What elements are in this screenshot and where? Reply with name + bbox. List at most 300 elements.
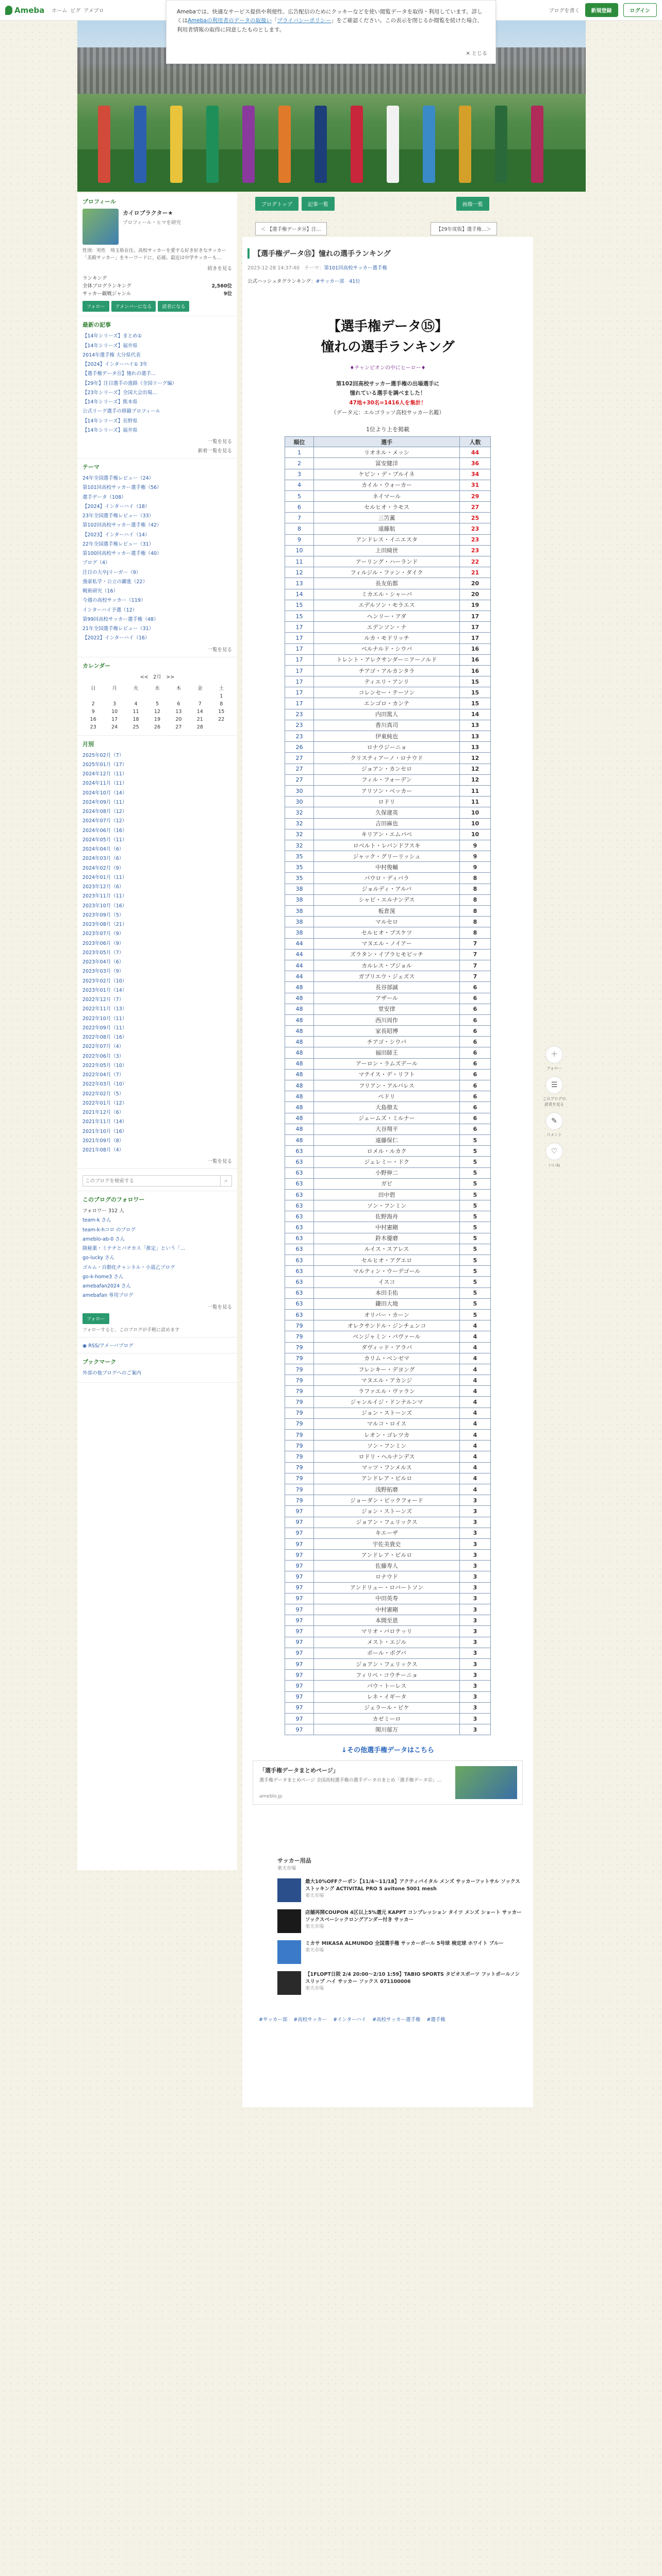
recent-entry-link[interactable]: 【選手権データ⑮】憧れの選手...	[82, 371, 156, 377]
calendar-day[interactable]	[125, 692, 146, 700]
rank-cell: 17	[285, 698, 314, 709]
blog-search-input[interactable]	[82, 1175, 221, 1187]
nav-pics[interactable]: 画像一覧	[456, 197, 489, 211]
ranking-genre[interactable]	[82, 290, 232, 298]
comment-icon[interactable]: ✎	[545, 1112, 563, 1130]
calendar-day[interactable]: 10	[111, 708, 118, 715]
calendar-day[interactable]: 15	[218, 708, 225, 715]
privacy-policy-link[interactable]: プライバシーポリシー	[277, 18, 331, 24]
theme-link[interactable]: 21年全国選手権レビュー（31）	[82, 626, 154, 632]
ranking-row	[285, 1200, 491, 1211]
rank-cell: 63	[285, 1211, 314, 1222]
theme-link[interactable]: 23年全国選手権レビュー（33）	[82, 513, 154, 519]
follower-link[interactable]: amebafan2024 さん	[82, 1283, 131, 1290]
calendar-day[interactable]: 3	[113, 701, 117, 707]
hashtag-link[interactable]: #選手権	[426, 2017, 445, 2023]
theme-link[interactable]: 第99回高校サッカー選手権（48）	[82, 616, 159, 622]
archive-link[interactable]: 2024年08月（12）	[82, 809, 127, 815]
bio-more-link[interactable]: 続きを見る	[207, 265, 232, 272]
archive-link[interactable]: 2024年11月（11）	[82, 781, 127, 787]
rank-cell: 17	[285, 622, 314, 633]
player-cell: 田中碧	[314, 1189, 460, 1200]
theme-link[interactable]: 【2023】インターハイ（14）	[82, 532, 150, 538]
recent-entry-link[interactable]: 【29年】注目選手の進路（全国リーグ編）	[82, 380, 177, 386]
count-cell: 7	[460, 971, 491, 982]
link-card[interactable]	[253, 1760, 523, 1805]
archive-link[interactable]: 2023年02月（10）	[82, 978, 127, 984]
calendar-day[interactable]: 5	[155, 701, 159, 707]
theme-link[interactable]: ブログ（4）	[82, 560, 110, 566]
theme-link[interactable]: 22年全国選手権レビュー（31）	[82, 541, 154, 547]
archive-link[interactable]: 2022年04月（7）	[82, 1072, 124, 1078]
calendar-day[interactable]: 22	[218, 716, 225, 722]
count-cell: 6	[460, 1069, 491, 1080]
nav-ameblo[interactable]: アメブロ	[84, 8, 104, 14]
rank-cell: 63	[285, 1189, 314, 1200]
ranking-row	[285, 633, 491, 643]
prev-article-link[interactable]: ＜ 【選手権データ⑭】注...	[255, 222, 327, 235]
article-theme-link[interactable]: 第101回高校サッカー選手権	[324, 265, 387, 271]
player-cell: セルヒオ・ブスケツ	[314, 927, 460, 938]
rank-cell: 48	[285, 1026, 314, 1037]
calendar-day[interactable]: 6	[177, 701, 180, 707]
theme-link[interactable]: 第102回高校サッカー選手権（42）	[82, 522, 162, 529]
calendar-day[interactable]: 21	[196, 716, 203, 722]
ranking-row	[285, 1397, 491, 1408]
archive-link[interactable]: 2024年01月（11）	[82, 874, 127, 880]
rank-cell: 17	[285, 687, 314, 698]
calendar-day[interactable]: 26	[154, 724, 161, 730]
archive-link[interactable]: 2023年08月（21）	[82, 922, 127, 928]
player-cell: ロベルト・レバンドフスキ	[314, 840, 460, 851]
player-cell: ベンジャミン・パヴァール	[314, 1331, 460, 1342]
count-cell: 6	[460, 1080, 491, 1091]
next-article-link[interactable]: 【29年度版】選手権...＞	[431, 222, 497, 235]
archive-link[interactable]: 2024年12月（11）	[82, 771, 127, 777]
theme-more-link[interactable]: 一覧を見る	[207, 647, 232, 653]
count-cell: 4	[460, 1408, 491, 1418]
archive-link[interactable]: 2023年11月（11）	[82, 893, 127, 900]
archive-link[interactable]: 2024年02月（9）	[82, 865, 124, 871]
calendar-day[interactable]: 7	[198, 701, 202, 707]
avatar[interactable]	[82, 209, 119, 245]
bookmark-link[interactable]: 外部の他ブログへのご案内	[82, 1370, 142, 1376]
ranking-row	[285, 1047, 491, 1058]
count-cell: 8	[460, 884, 491, 894]
calendar-day[interactable]: 14	[196, 708, 203, 715]
count-cell: 7	[460, 949, 491, 960]
ranking-row	[285, 1528, 491, 1538]
theme-link[interactable]: 今週の高校サッカー（119）	[82, 598, 146, 604]
player-cell: 大島僚太	[314, 1102, 460, 1113]
player-cell: マルセロ	[314, 917, 460, 927]
follower-link[interactable]: ゴルム・自動化チャンネル・小道乙ブログ	[82, 1264, 175, 1270]
calendar-day[interactable]	[104, 692, 125, 700]
player-cell: ベルナルド・シウバ	[314, 643, 460, 654]
count-cell: 6	[460, 1091, 491, 1102]
player-cell: ジョン・ストーンズ	[314, 1506, 460, 1517]
theme-link[interactable]: インターハイ予選（12）	[82, 607, 138, 613]
article-title[interactable]: 【選手権データ⑮】憧れの選手ランキング	[247, 248, 528, 259]
notice-close-button[interactable]: ✕ とじる	[466, 50, 487, 57]
recent-entry-link[interactable]: 【2024】インターハイ① 3年	[82, 362, 148, 368]
archive-link[interactable]: 2021年12月（6）	[82, 1110, 124, 1116]
related-text	[305, 1909, 522, 1933]
ranking-row	[285, 1211, 491, 1222]
count-cell: 9	[460, 840, 491, 851]
archive-link[interactable]: 2022年05月（10）	[82, 1062, 127, 1069]
rank-cell: 38	[285, 927, 314, 938]
count-cell: 6	[460, 1102, 491, 1113]
theme-link[interactable]: 第101回高校サッカー選手権（56）	[82, 485, 162, 491]
calendar-day[interactable]: 9	[91, 708, 95, 715]
count-cell: 5	[460, 1146, 491, 1157]
rank-cell: 4	[285, 480, 314, 490]
ranking-row	[285, 589, 491, 600]
calendar-day[interactable]: 23	[90, 724, 96, 730]
follower-more-link[interactable]: 一覧を見る	[207, 1304, 232, 1310]
login-button[interactable]: ログイン	[623, 3, 657, 17]
rank-cell: 11	[285, 556, 314, 567]
player-cell: 本田圭佑	[314, 1287, 460, 1298]
player-cell: ジョアン・カンセロ	[314, 764, 460, 774]
player-cell: ロメル・ルカク	[314, 1146, 460, 1157]
ranking-row	[285, 1331, 491, 1342]
ranking-row	[285, 578, 491, 589]
ranking-row	[285, 545, 491, 556]
count-cell: 6	[460, 1026, 491, 1037]
ranking-row	[285, 742, 491, 753]
calendar-day[interactable]	[189, 692, 210, 700]
follow-icon[interactable]: ＋	[545, 1046, 563, 1063]
profile-widget	[77, 193, 237, 316]
player-cell: マリオ・バロテッリ	[314, 1626, 460, 1637]
ranking-row	[285, 490, 491, 501]
follow-button[interactable]: フォロー	[82, 301, 109, 312]
player-cell: チアゴ・アルカンタラ	[314, 665, 460, 676]
notice-close-label: とじる	[472, 50, 487, 57]
rank-cell: 79	[285, 1397, 314, 1408]
count-cell: 3	[460, 1582, 491, 1593]
archive-link[interactable]: 2024年07月（12）	[82, 818, 127, 824]
archive-link[interactable]: 2024年06月（16）	[82, 827, 127, 834]
calendar-day[interactable]	[168, 692, 189, 700]
player-cell: ガビ	[314, 1178, 460, 1189]
ranking-row	[285, 1681, 491, 1691]
follower-link[interactable]: amebafan 専用ブログ	[82, 1293, 134, 1299]
count-cell: 8	[460, 894, 491, 905]
headline-line-1: 【選手権データ⑮】	[327, 319, 448, 334]
archive-link[interactable]: 2022年01月（12）	[82, 1100, 127, 1106]
count-cell: 5	[460, 1222, 491, 1233]
product-title: 最大10%OFFクーポン【11/4〜11/18】アクティバイタル メンズ サッカーフットサル ソックス ストッキング ACTIVITAL PRO 5 avitone 5001 mesh	[305, 1879, 520, 1892]
archive-link[interactable]: 2024年10月（14）	[82, 790, 127, 796]
rank-cell: 79	[285, 1331, 314, 1342]
ameba-logo[interactable]: Ameba	[5, 6, 44, 15]
calendar-day[interactable]: 13	[175, 708, 182, 715]
player-cell: ロドリ	[314, 796, 460, 807]
archive-link[interactable]: 2022年02月（5）	[82, 1091, 124, 1097]
calendar-day[interactable]: 18	[133, 716, 139, 722]
calendar-day[interactable]: 25	[133, 724, 139, 730]
hashtag-link[interactable]: #サッカー部	[259, 2017, 288, 2023]
ranking-row	[285, 1222, 491, 1233]
follower-link[interactable]: ameblo-ab-0 さん	[82, 1236, 125, 1242]
count-cell: 4	[460, 1364, 491, 1375]
rss-link[interactable]	[82, 1342, 232, 1349]
nav-pigg[interactable]: ピグ	[70, 8, 81, 14]
archive-link[interactable]: 2023年09月（5）	[82, 912, 124, 918]
ranking-row	[285, 600, 491, 611]
calendar-day[interactable]	[211, 723, 232, 731]
new-list-link[interactable]: 新着一覧を見る	[197, 448, 232, 454]
count-cell: 4	[460, 1451, 491, 1462]
related-products	[247, 1856, 528, 1995]
calendar-day[interactable]: 11	[133, 708, 139, 715]
theme-link[interactable]: 戦術研究（16）	[82, 588, 119, 595]
player-cell: 遠藤保仁	[314, 1134, 460, 1145]
related-item[interactable]	[277, 1878, 528, 1902]
theme-link[interactable]: 【2022】インターハイ（16）	[82, 635, 150, 641]
count-cell: 3	[460, 1593, 491, 1604]
widget-heading: テーマ	[82, 464, 100, 471]
col-count: 人数	[460, 437, 491, 447]
ranking-row	[285, 1517, 491, 1528]
count-cell: 6	[460, 982, 491, 993]
calendar-day[interactable]: 24	[111, 724, 118, 730]
archive-link[interactable]: 2022年06月（3）	[82, 1053, 124, 1059]
recent-entry-link[interactable]: 【14年シリーズ】長野県	[82, 418, 138, 424]
rank-cell: 79	[285, 1462, 314, 1473]
calendar-day[interactable]: 20	[175, 716, 182, 722]
calendar-day[interactable]: 28	[196, 724, 203, 730]
player-cell: マヌエル・アカンジ	[314, 1375, 460, 1386]
count-cell: 16	[460, 643, 491, 654]
count-cell: 12	[460, 774, 491, 785]
calendar-day[interactable]	[82, 692, 104, 700]
ranking-row	[285, 1451, 491, 1462]
search-icon[interactable]: ⌕	[221, 1175, 232, 1187]
calendar-day[interactable]: 17	[111, 716, 118, 722]
calendar-day[interactable]: 16	[90, 716, 96, 722]
player-cell: トレント・アレクサンダー＝アーノルド	[314, 654, 460, 665]
archive-link[interactable]: 2024年05月（11）	[82, 837, 127, 843]
hashtag-link[interactable]: #サッカー部 41位	[316, 279, 360, 284]
write-blog-link[interactable]: ブログを書く	[549, 8, 580, 14]
rank-cell: 79	[285, 1495, 314, 1506]
ranking-genre-value: 9位	[223, 291, 232, 297]
player-cell: マッツ・フンメルス	[314, 1462, 460, 1473]
signup-button[interactable]: 新規登録	[585, 3, 618, 17]
rank-cell: 48	[285, 1037, 314, 1047]
theme-link[interactable]: 第100回高校サッカー選手権（40）	[82, 551, 162, 557]
ranking-row	[285, 796, 491, 807]
like-icon[interactable]: ♡	[545, 1143, 563, 1160]
recent-entry-link[interactable]: 公式リーグ選手の移籍プロフィール	[82, 409, 161, 415]
rank-cell: 48	[285, 1080, 314, 1091]
recent-entry-link[interactable]: 【14年シリーズ】福井県	[82, 343, 138, 349]
follower-link[interactable]: go-k-home3 さん	[82, 1274, 124, 1280]
player-cell: ヘンリー・アダ	[314, 611, 460, 621]
archive-link[interactable]: 2022年09月（11）	[82, 1025, 127, 1031]
team-flag	[315, 106, 327, 183]
recent-entry-link[interactable]: 【23年シリーズ】全国大会出場...	[82, 389, 157, 396]
archive-link[interactable]: 2023年07月（9）	[82, 931, 124, 937]
count-cell: 4	[460, 1418, 491, 1429]
rank-cell: 97	[285, 1561, 314, 1571]
archive-link[interactable]: 2023年05月（7）	[82, 950, 124, 956]
rank-cell: 97	[285, 1648, 314, 1658]
calendar-day[interactable]	[146, 692, 168, 700]
archive-link[interactable]: 2022年03月（10）	[82, 1081, 127, 1088]
hashtag-ranking	[247, 277, 528, 284]
ranking-row	[285, 1506, 491, 1517]
recent-more-link[interactable]: 一覧を見る	[207, 439, 232, 445]
archive-link[interactable]: 2022年12月（7）	[82, 997, 124, 1003]
archive-link[interactable]: 2023年10月（16）	[82, 903, 127, 909]
ranking-row	[285, 1604, 491, 1615]
hashtag-link[interactable]: #高校サッカー選手権	[372, 2017, 421, 2023]
readers-icon[interactable]: ☰	[545, 1076, 563, 1094]
archive-link[interactable]: 2022年10月（11）	[82, 1015, 127, 1022]
calendar-day[interactable]: 12	[154, 708, 161, 715]
calendar-day[interactable]: 2	[91, 701, 95, 707]
data-policy-link[interactable]: Amebaの利用者のデータの取扱い	[188, 18, 272, 24]
calendar-day[interactable]: 19	[154, 716, 161, 722]
recent-entry-link[interactable]: 【14年シリーズ】福井県	[82, 427, 138, 433]
count-cell: 3	[460, 1648, 491, 1658]
ranking-row	[285, 469, 491, 480]
archive-link[interactable]: 2022年11月（13）	[82, 1006, 127, 1012]
archive-more-link[interactable]: 一覧を見る	[207, 1159, 232, 1165]
hashtag-label: 公式ハッシュタグランキング：	[247, 279, 316, 284]
nav-entries[interactable]: 記事一覧	[302, 197, 335, 211]
player-cell: 中村憲剛	[314, 1604, 460, 1615]
ranking-row	[285, 1626, 491, 1637]
archive-link[interactable]: 2021年10月（16）	[82, 1128, 127, 1134]
theme-link[interactable]: 強豪私学・公立の躍進（22）	[82, 579, 148, 585]
archive-link[interactable]: 2022年07月（4）	[82, 1044, 124, 1050]
archive-link[interactable]: 2021年11月（14）	[82, 1119, 127, 1125]
follower-link[interactable]: team-k-hコロ のブログ	[82, 1227, 136, 1233]
amember-button[interactable]: アメンバーになる	[111, 301, 156, 312]
ranking-genre-label: サッカー観戦ジャンル	[82, 291, 131, 297]
archive-link[interactable]: 2025年01月（17）	[82, 761, 127, 768]
ranking-row	[285, 807, 491, 818]
calendar-day[interactable]: 8	[220, 701, 223, 707]
ranking-overall-label: 全体ブログランキング	[82, 283, 131, 290]
hashtag-link[interactable]: #高校サッカー	[293, 2017, 327, 2023]
player-cell: ジョアン・フェリックス	[314, 1517, 460, 1528]
rank-cell: 7	[285, 513, 314, 523]
ranking-overall[interactable]	[82, 282, 232, 290]
ranking-row	[285, 1615, 491, 1626]
follower-link[interactable]: go-lucky さん	[82, 1255, 115, 1261]
player-cell: ケビン・デ・ブルイネ	[314, 469, 460, 480]
count-cell: 4	[460, 1430, 491, 1440]
team-flag	[423, 106, 435, 183]
related-item[interactable]	[277, 1940, 528, 1964]
theme-link[interactable]: 24年全国選手権レビュー（24）	[82, 476, 154, 482]
ranking-row	[285, 1277, 491, 1287]
ranking-row	[285, 1637, 491, 1648]
nav-blog-top[interactable]: ブログトップ	[255, 197, 299, 211]
player-cell: 長谷部誠	[314, 982, 460, 993]
archive-link[interactable]: 2023年01月（14）	[82, 987, 127, 993]
ranking-row	[285, 818, 491, 829]
ranking-row	[285, 1287, 491, 1298]
rank-cell: 2	[285, 458, 314, 469]
player-cell: 冨安健洋	[314, 458, 460, 469]
player-cell: アンドレア・ピルロ	[314, 1473, 460, 1484]
rank-cell: 79	[285, 1484, 314, 1495]
follow-button-2[interactable]: フォロー	[82, 1313, 109, 1324]
profile-bio: 性別：男性 埼玉県在住。高校サッカーを愛する好き好きなサッカー「美殿サッカー」をキーワードに、応援。最近は中学サッカーも...	[82, 248, 226, 261]
calendar-day[interactable]: 4	[134, 701, 138, 707]
archive-link[interactable]: 2021年09月（8）	[82, 1138, 124, 1144]
calendar-nav[interactable]: << 2月 >>	[140, 674, 175, 680]
follower-link[interactable]: 険秘薬・ミテチとパチカス「推定」という「...	[82, 1246, 185, 1252]
archive-link[interactable]: 2023年03月（9）	[82, 969, 124, 975]
count-cell: 8	[460, 927, 491, 938]
theme-link[interactable]: 【2024】インターハイ（18）	[82, 503, 150, 510]
ranking-row	[285, 480, 491, 490]
player-cell: ズラタン・イブラヒモビッチ	[314, 949, 460, 960]
calendar-day[interactable]: 1	[220, 693, 223, 699]
rank-cell: 9	[285, 534, 314, 545]
archive-link[interactable]: 2024年04月（6）	[82, 846, 124, 853]
archive-link[interactable]: 2023年12月（6）	[82, 884, 124, 890]
player-cell: マルコ・ロイス	[314, 1418, 460, 1429]
top-nav	[52, 6, 104, 14]
related-item[interactable]	[277, 1909, 528, 1933]
nav-home[interactable]: ホーム	[52, 8, 68, 14]
related-item[interactable]	[277, 1971, 528, 1995]
count-cell: 6	[460, 1113, 491, 1124]
team-flag	[242, 106, 255, 183]
rank-cell: 23	[285, 709, 314, 720]
rank-cell: 63	[285, 1244, 314, 1255]
theme-link[interactable]: 注目の大卒Jリーガー（9）	[82, 569, 141, 575]
theme-widget	[77, 459, 237, 657]
ranking-row	[285, 774, 491, 785]
archive-link[interactable]: 2024年03月（6）	[82, 856, 124, 862]
player-cell: ジョルディ・アルバ	[314, 884, 460, 894]
recent-entry-link[interactable]: 2014年選手権 大分県代表	[82, 352, 141, 358]
profile-name[interactable]: カイロプラクター★	[123, 210, 173, 216]
ranking-row	[285, 622, 491, 633]
recent-entry-link[interactable]: 【14年シリーズ】まとめ①	[82, 333, 142, 340]
archive-link[interactable]: 2025年02月（7）	[82, 752, 124, 758]
archive-link[interactable]: 2021年08月（4）	[82, 1147, 124, 1154]
calendar-weekday: 火	[133, 685, 139, 691]
widget-heading: 月別	[82, 740, 94, 748]
calendar-day[interactable]: 27	[175, 724, 182, 730]
archive-link[interactable]: 2023年04月（6）	[82, 959, 124, 965]
follower-link[interactable]: team-k さん	[82, 1217, 111, 1224]
archive-link[interactable]: 2022年08月（16）	[82, 1035, 127, 1041]
archive-link[interactable]: 2023年06月（9）	[82, 940, 124, 946]
recent-entry-link[interactable]: 【14年シリーズ】熊本県	[82, 399, 138, 405]
archive-link[interactable]: 2024年09月（11）	[82, 799, 127, 805]
player-cell: ダヴィッド・アラバ	[314, 1342, 460, 1353]
reader-button[interactable]: 読者になる	[158, 301, 189, 312]
theme-link[interactable]: 選手データ（108）	[82, 494, 126, 500]
widget-heading: カレンダー	[82, 662, 111, 669]
rank-cell: 48	[285, 982, 314, 993]
card-host: ameblo.jp	[259, 1794, 283, 1800]
hashtag-link[interactable]: #インターハイ	[333, 2017, 367, 2023]
